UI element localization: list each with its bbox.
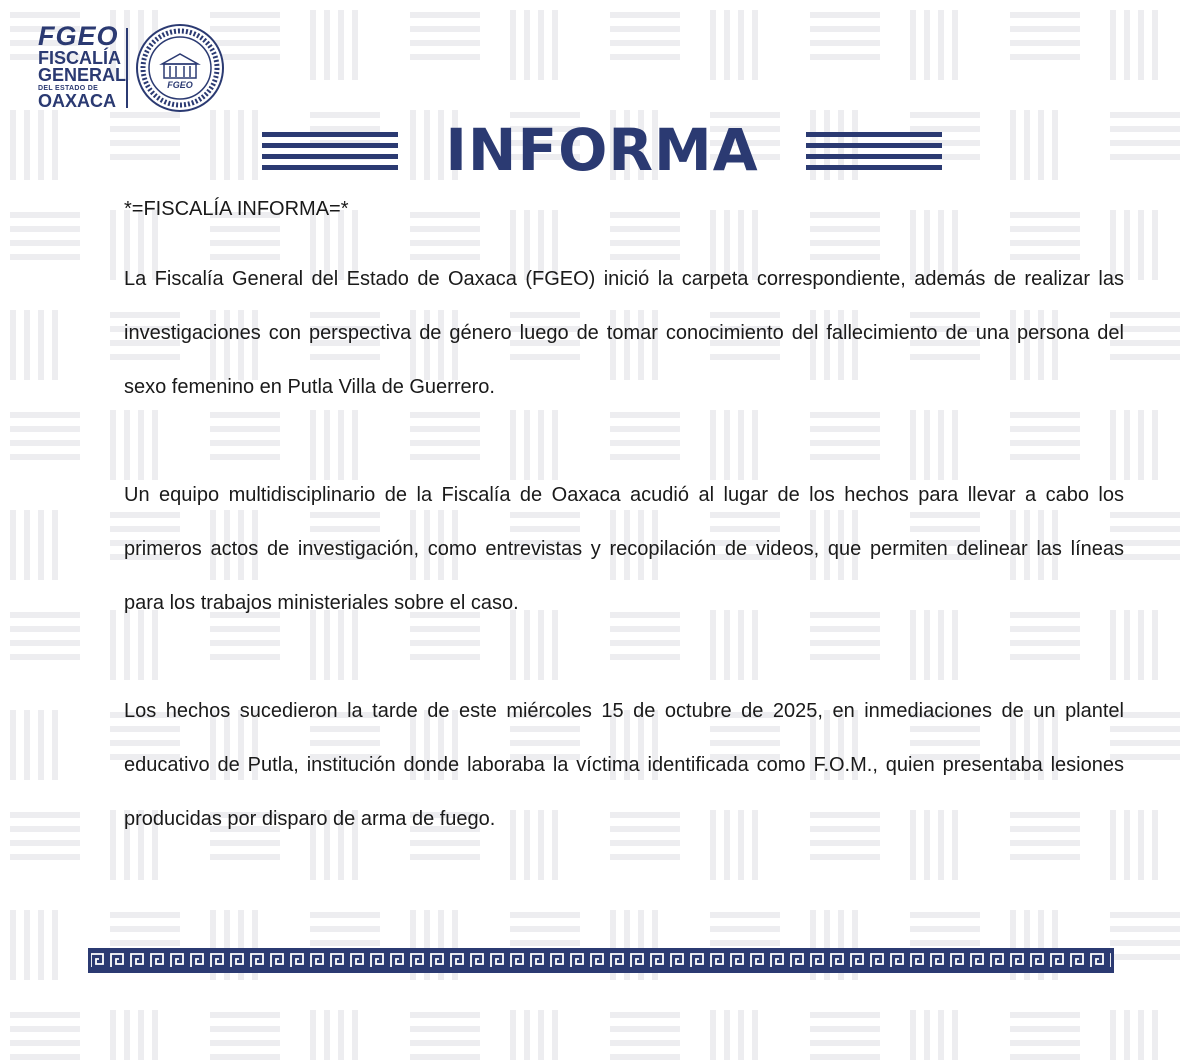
- paragraph-3: Los hechos sucedieron la tarde de este miércoles 15 de octubre de 2025, en inmediaciones de un plantel educativo de Putla, institución donde laboraba la víctima identificada como F.O.M., quien presentaba lesiones producidas por disparo de arma de fuego.: [124, 700, 1124, 830]
- page-title: INFORMA: [445, 116, 759, 184]
- logo-divider: [126, 28, 128, 108]
- informa-header: [262, 118, 942, 182]
- fgeo-logo: [38, 22, 238, 112]
- greek-key-border: [88, 948, 1114, 973]
- header-stripes-right: [806, 132, 942, 176]
- logo-line-del-estado: DEL ESTADO DE: [38, 85, 99, 92]
- paragraph-2: Un equipo multidisciplinario de la Fiscalía de Oaxaca acudió al lugar de los hechos para llevar a cabo los primeros actos de investigación, como entrevistas y recopilación de videos, que permiten delinear las líneas para los trabajos ministeriales sobre el caso.: [124, 484, 1124, 614]
- seal-mark: FGEO: [167, 80, 193, 90]
- logo-line-oaxaca: OAXACA: [38, 91, 117, 111]
- logo-acronym: FGEO: [38, 21, 119, 51]
- article-heading: *=FISCALÍA INFORMA=*: [124, 198, 349, 220]
- header-stripes-left: [262, 132, 398, 176]
- paragraph-1: La Fiscalía General del Estado de Oaxaca (FGEO) inició la carpeta correspondiente, además de realizar las investigaciones con perspectiva de género luego de tomar conocimiento del fallecimiento de una persona del sexo femenino en Putla Villa de Guerrero.: [124, 268, 1124, 398]
- article-body: [124, 196, 1124, 846]
- logo-wordmark: [38, 21, 127, 111]
- logo-line-fiscalia: FISCALÍA: [38, 48, 121, 68]
- logo-line-general: GENERAL: [38, 65, 127, 85]
- institutional-seal-icon: [134, 22, 226, 114]
